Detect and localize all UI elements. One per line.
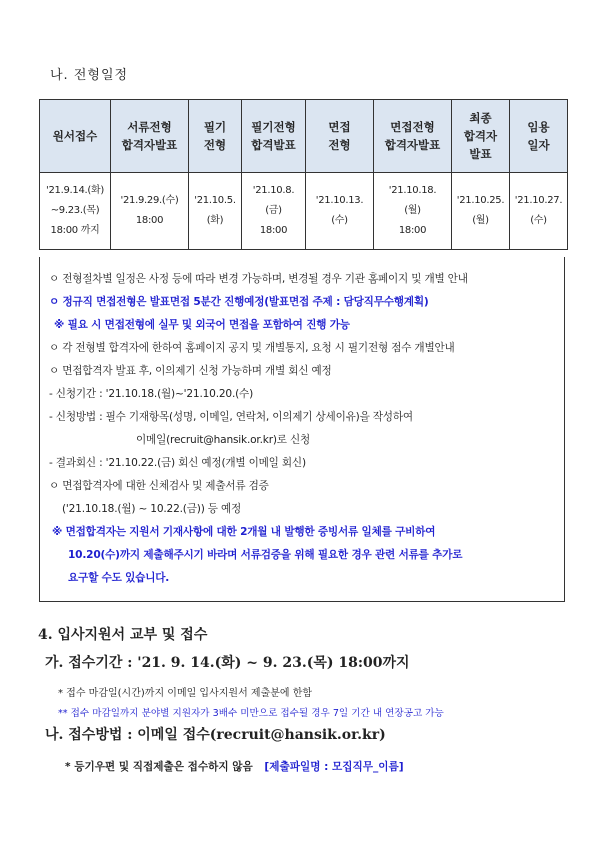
- cell-line: '21.10.27.: [514, 195, 563, 206]
- cell-line: (월): [472, 215, 489, 226]
- schedule-header-row: [40, 100, 568, 173]
- application-period-note2: ** 접수 마감일까지 분야별 지원자가 3배수 미만으로 접수될 경우 7일 기간 내 연장공고 가능: [58, 708, 444, 719]
- cell-line: 18:00 까지: [50, 225, 100, 236]
- header-line: 합격자발표: [384, 138, 441, 152]
- cell-line: '21.9.29.(수): [120, 195, 179, 206]
- no-mail-note: * 등기우편 및 직접제출은 접수하지 않음: [65, 761, 253, 773]
- schedule-cell-4: [306, 173, 374, 250]
- application-method: 나. 접수방법 : 이메일 접수(recruit@hansik.or.kr): [45, 727, 386, 743]
- note-objection-method: - 신청방법 : 필수 기재항목(성명, 이메일, 연락처, 이의제기 상세이유)을 작성하여: [49, 411, 413, 423]
- cell-line: (월): [404, 205, 421, 216]
- cell-line: (수): [530, 215, 547, 226]
- note-schedule-change: ㅇ 전형절차별 일정은 사정 등에 따라 변경 가능하며, 변경될 경우 기관 홈페이지 및 개별 안내: [49, 273, 468, 285]
- schedule-cell-3: [242, 173, 306, 250]
- file-name-format: [제출파일명 : 모집직무_이름]: [264, 761, 404, 773]
- cell-line: '21.10.13.(수): [315, 195, 364, 226]
- header-line: 최종: [469, 111, 492, 125]
- application-method-note: [65, 759, 404, 774]
- header-line: 일자: [527, 138, 550, 152]
- schedule-cell-5: [374, 173, 452, 250]
- schedule-data-row: [40, 173, 568, 250]
- schedule-table: [39, 99, 568, 250]
- header-line: 합격자발표: [121, 138, 178, 152]
- cell-line: '21.10.25.: [456, 195, 505, 206]
- section-title-schedule: 나. 전형일정: [50, 68, 129, 83]
- note-objection-email: 이메일(recruit@hansik.or.kr)로 신청: [136, 434, 311, 446]
- schedule-cell-6: [452, 173, 510, 250]
- header-line: 필기: [203, 120, 227, 134]
- note-objection-result: - 결과회신 : '21.10.22.(금) 회신 예정(개별 이메일 회신): [49, 457, 306, 469]
- cell-line: '21.10.8.: [252, 185, 295, 196]
- schedule-header-0: [40, 100, 111, 173]
- note-objection-period: - 신청기간 : '21.10.18.(월)~'21.10.20.(수): [49, 388, 254, 400]
- schedule-header-3: [242, 100, 306, 173]
- note-result-notice: ㅇ 각 전형별 합격자에 한하여 홈페이지 공지 및 개별통지, 요청 시 필기전형 점수 개별안내: [49, 342, 455, 354]
- schedule-header-6: [452, 100, 510, 173]
- header-line: 발표: [469, 147, 492, 161]
- notes-box: [39, 257, 565, 602]
- header-line: 면접: [328, 120, 351, 134]
- note-verification-period: ('21.10.18.(월) ~ 10.22.(금)) 등 예정: [62, 503, 242, 515]
- cell-line: (화): [206, 215, 224, 226]
- header-line: 서류전형: [127, 120, 172, 134]
- header-line: 필기전형: [251, 120, 296, 134]
- schedule-header-7: [510, 100, 568, 173]
- schedule-header-2: [189, 100, 242, 173]
- application-period: 가. 접수기간 : '21. 9. 14.(화) ~ 9. 23.(목) 18:00까지: [45, 655, 410, 671]
- header-line: 전형: [328, 138, 351, 152]
- note-extra-interview: ※ 필요 시 면접전형에 실무 및 외국어 면접을 포함하여 진행 가능: [54, 319, 350, 331]
- cell-line: 18:00: [135, 215, 164, 226]
- schedule-cell-7: [510, 173, 568, 250]
- cell-line: (금): [265, 205, 282, 216]
- header-line: 합격자: [463, 129, 498, 143]
- schedule-cell-0: [40, 173, 111, 250]
- application-period-note1: * 접수 마감일(시간)까지 이메일 입사지원서 제출분에 한함: [58, 688, 313, 699]
- schedule-cell-1: [111, 173, 189, 250]
- note-interview-presentation: ㅇ 정규직 면접전형은 발표면접 5분간 진행예정(발표면접 주제 : 담당직무수행계획): [49, 296, 429, 308]
- schedule-header-1: [111, 100, 189, 173]
- schedule-header-4: [306, 100, 374, 173]
- cell-line: '21.10.18.: [388, 185, 437, 196]
- header-line: 면접전형: [390, 120, 435, 134]
- note-documents-3: 요구할 수도 있습니다.: [68, 572, 170, 584]
- cell-line: 18:00: [259, 225, 288, 236]
- note-objection: ㅇ 면접합격자 발표 후, 이의제기 신청 가능하며 개별 회신 예정: [49, 365, 332, 377]
- note-documents-2: 10.20(수)까지 제출해주시기 바라며 서류검증을 위해 필요한 경우 관련 서류를 추가로: [68, 549, 463, 561]
- section4-title: 4. 입사지원서 교부 및 접수: [38, 627, 208, 643]
- header-line: 합격발표: [251, 138, 296, 152]
- schedule-cell-2: [189, 173, 242, 250]
- cell-line: '21.9.14.(화): [46, 185, 104, 196]
- header-line: 원서접수: [52, 129, 98, 143]
- cell-line: '21.10.5.: [194, 195, 236, 206]
- note-documents-1: ※ 면접합격자는 지원서 기재사항에 대한 2개월 내 발행한 증빙서류 일체를 구비하여: [52, 526, 436, 538]
- schedule-header-5: [374, 100, 452, 173]
- header-line: 전형: [203, 138, 227, 152]
- header-line: 임용: [527, 120, 550, 134]
- cell-line: ~9.23.(목): [50, 205, 100, 216]
- cell-line: 18:00: [398, 225, 427, 236]
- note-verification: ㅇ 면접합격자에 대한 신체검사 및 제출서류 검증: [49, 480, 269, 492]
